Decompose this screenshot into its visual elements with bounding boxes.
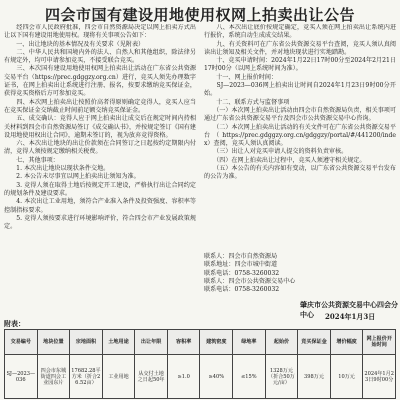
annex-label: 附表：	[4, 320, 25, 328]
column-header: 土地用途	[102, 330, 135, 355]
column-header: 竞买保证金	[298, 330, 331, 355]
table-cell: 1328万元（折合50万元/亩）	[265, 355, 298, 399]
table-header-row	[5, 330, 396, 355]
column-header: 宗地面积	[70, 330, 103, 355]
page-title: 四会市国有建设用地使用权网上拍卖出让公告	[44, 6, 355, 24]
table-cell: ≥40%	[200, 355, 233, 399]
table-row	[5, 355, 396, 399]
table-cell: 从交付土地之日起50年	[135, 355, 168, 399]
table-cell: ≥1.0	[167, 355, 200, 399]
issue-date: 2024年1月3日	[325, 312, 376, 321]
column-header: 绿地率	[233, 330, 266, 355]
issuer-seal-text: 肇庆市公共资源交易中心四会分中心	[300, 300, 398, 319]
table-cell: 10万元	[330, 355, 363, 399]
column-header: 出让年限	[135, 330, 168, 355]
column-header: 交易编号	[5, 330, 38, 355]
table-cell: 17682.28平方米（折合26.52亩）	[70, 355, 103, 399]
column-header: 建筑密度	[200, 330, 233, 355]
column-header: 地块位置	[37, 330, 70, 355]
column-header: 容积率	[167, 330, 200, 355]
contact-block: 联系人：四会市自然资源局 联系地址：四会市城中街道 联系电话：0758-3260032 联系人：四会市公共资源交易中心 联系电话：0758-3260032	[204, 253, 296, 294]
land-parcel-table	[4, 329, 396, 399]
column-header: 网上报价开始时间	[363, 330, 396, 355]
table-cell: 2024年1月23日9时00分	[363, 355, 396, 399]
announcement-left-column: 经四会市人民政府批准，四会市自然资源局决定以网上拍卖方式出让以下国有建设用地使用权。现将有关事项公告如下： 一、出让地块的基本情况及有关要求（见附表） 二、中华人民共和国境内外的法人、自然人和其他组织，除法律另有规定外，均可申请参加竞买，不接受联合竞买。 三、本次国有建设用地使用权网上拍卖出让活动在广东省公共资源交易平台（https://prec.gdggzy.org.cn）进行，竞买人须先办理数字证书，在网上拍卖出让系统进行注册、报名，按要求缴纳竞买保证金，获得竞买资格后方可参加竞买。 四、本次网上拍卖出让按照价高者得原则确定竞得人，竞买人应当在竞买保证金交纳截止时间前足额交纳竞买保证金。 五、成交确认：竞得人应于网上拍卖出让成交后在规定时间内持相关材料到四会市自然资源局签订《成交确认书》，并按规定签订《国有建设用地使用权出让合同》，逾期未签订的，视为放弃竞得资格。 六、本次出让地块的出让价款须在合同签订之日起按约定期限内付清，竞得人须按规定缴纳相关税费。 七、其他事项： 1. 本次出让地块以现状条件交地。 2. 本公告未尽事宜以网上拍卖出让须知为准。 3. 竞得人须在取得土地后按规定开工建设，严格执行出让合同约定的规划条件及建设要求。 4. 本次出让工业用地，须符合产业准入条件及投资强度、容积率等控制指标要求。 5. 竞得人须按要求进行环境影响评价，符合四会市产业发展政策规定。	[4, 24, 196, 231]
table-cell: 四会市东城街道四会工业园东片	[37, 355, 70, 399]
column-header: 增价幅度	[330, 330, 363, 355]
announcement-right-column: 八、本次出让底价按规定确定，竞买人须在网上拍卖出让系统内进行报价，系统自动生成成交结果。 九、有关资料可在广东省公共资源交易平台查阅，竞买人须认真阅读出让须知及相关文件，并对地块现状进行实地踏勘。 十、竞买申请时间：2024年1月22日17时00分至2024年2月21日17时00分（以网上系统时间为准）。 十一、网上报价时间： SJ—2023—036网上拍卖出让时间自2024年1月23日9时00分开始。 十二、联系方式与监督事项 （一）本次网上拍卖出让活动由四会市自然资源局负责，相关事项可通过广东省公共资源交易平台及四会市公共资源交易中心咨询。 （二）本次网上拍卖出让活动的有关文件可在广东省公共资源交易平台（https://prec.gdggzy.org.cn/gdggzy/portal/#/441200/index）查阅，竞买人须认真阅读。 （三）出让人对竞买申请人提交的资料负责审核。 （四）在网上拍卖出让过程中，竞买人须遵守相关规定。 （五）本公告的有关内容如有变动，以广东省公共资源交易平台发布的公告为准。	[204, 24, 396, 181]
table-cell: ≤15%	[233, 355, 266, 399]
table-cell: SJ—2023—036	[5, 355, 38, 399]
column-header: 起始价	[265, 330, 298, 355]
table-cell: 398万元	[298, 355, 331, 399]
table-cell: 工业用地	[102, 355, 135, 399]
